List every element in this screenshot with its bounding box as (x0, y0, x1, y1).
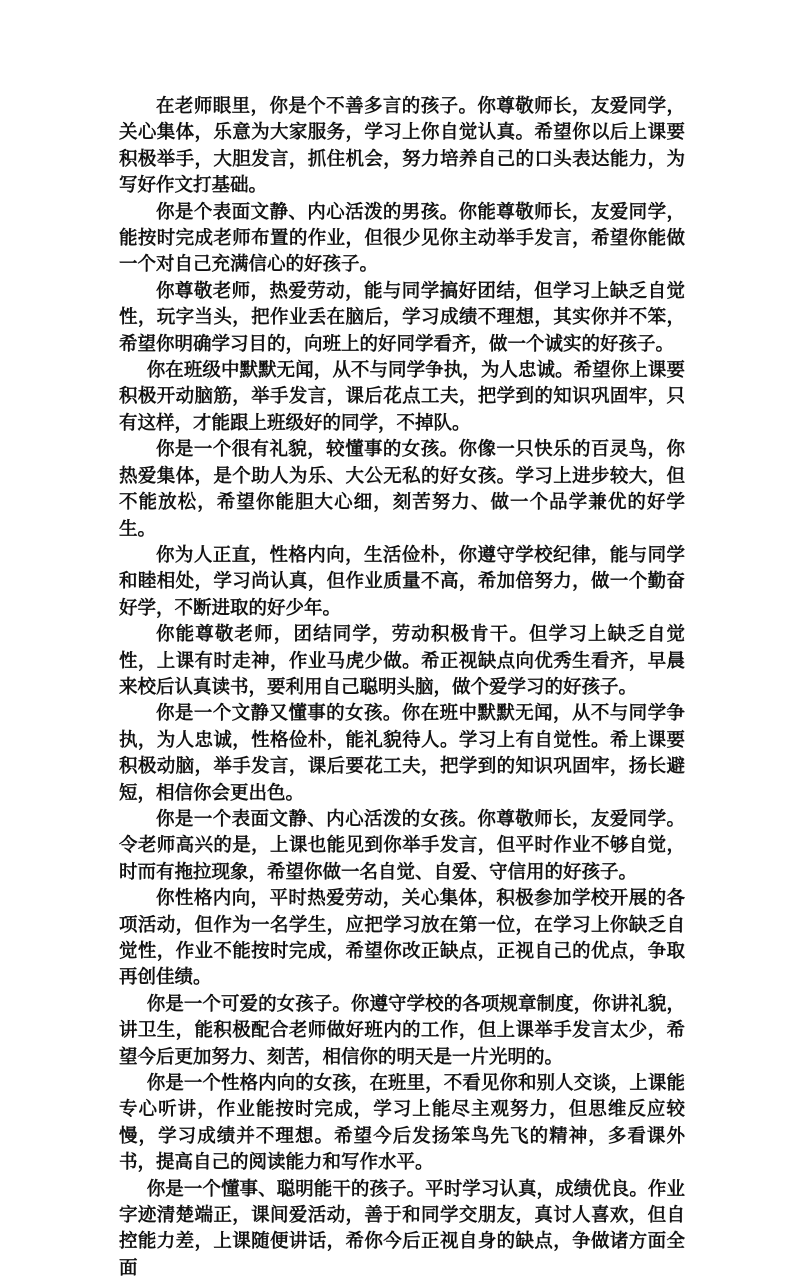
comment-paragraph-2: 你是个表面文静、内心活泼的男孩。你能尊敬师长，友爱同学，能按时完成老师布置的作业，但很少见你主动举手发言，希望你能做一个对自己充满信心的好孩子。 (119, 201, 685, 276)
comment-paragraph-8: 你是一个文静又懂事的女孩。你在班中默默无闻，从不与同学争执，为人忠诚，性格俭朴，能礼貌待人。学习上有自觉性。希上课要积极动脑，举手发言，课后要花工夫，把学到的知识巩固牢，扬长避短，相信你会更出色。 (119, 703, 685, 804)
comment-paragraph-10: 你性格内向，平时热爱劳动，关心集体，积极参加学校开展的各项活动，但作为一名学生，应把学习放在第一位，在学习上你缺乏自觉性，作业不能按时完成，希望你改正缺点，正视自己的优点，争取再创佳绩。 (119, 888, 685, 989)
comment-paragraph-3: 你尊敬老师，热爱劳动，能与同学搞好团结，但学习上缺乏自觉性，玩字当头，把作业丢在脑后，学习成绩不理想，其实你并不笨，希望你明确学习目的，向班上的好同学看齐，做一个诚实的好孩子。 (119, 280, 685, 355)
comment-paragraph-13: 你是一个懂事、聪明能干的孩子。平时学习认真，成绩优良。作业字迹清楚端正，课间爱活动，善于和同学交朋友，真讨人喜欢，但自控能力差，上课随便讲话，希你今后正视自身的缺点，争做诸方面全面 (119, 1178, 685, 1279)
document-page (119, 94, 685, 1282)
comment-paragraph-12: 你是一个性格内向的女孩，在班里，不看见你和别人交谈，上课能专心听讲，作业能按时完成，学习上能尽主观努力，但思维反应较慢，学习成绩并不理想。希望今后发扬笨鸟先飞的精神，多看课外书，提高自己的阅读能力和写作水平。 (119, 1073, 685, 1174)
comment-paragraph-6: 你为人正直，性格内向，生活俭朴，你遵守学校纪律，能与同学和睦相处，学习尚认真，但作业质量不高，希加倍努力，做一个勤奋好学，不断进取的好少年。 (119, 544, 685, 619)
comment-paragraph-11: 你是一个可爱的女孩子。你遵守学校的各项规章制度，你讲礼貌，讲卫生，能积极配合老师做好班内的工作，但上课举手发言太少，希望今后更加努力、刻苦，相信你的明天是一片光明的。 (119, 993, 685, 1068)
comment-paragraph-4: 你在班级中默默无闻，从不与同学争执，为人忠诚。希望你上课要积极开动脑筋，举手发言，课后花点工夫，把学到的知识巩固牢，只有这样，才能跟上班级好的同学，不掉队。 (119, 360, 685, 434)
comment-paragraph-5: 你是一个很有礼貌，较懂事的女孩。你像一只快乐的百灵鸟，你热爱集体，是个助人为乐、大公无私的好女孩。学习上进步较大，但不能放松，希望你能胆大心细，刻苦努力、做一个品学兼优的好学生。 (119, 439, 685, 540)
comment-paragraph-7: 你能尊敬老师，团结同学，劳动积极肯干。但学习上缺乏自觉性，上课有时走神，作业马虎少做。希正视缺点向优秀生看齐，早晨来校后认真读书，要利用自己聪明头脑，做个爱学习的好孩子。 (119, 624, 685, 698)
comment-paragraph-9: 你是一个表面文静、内心活泼的女孩。你尊敬师长，友爱同学。令老师高兴的是，上课也能见到你举手发言，但平时作业不够自觉，时而有拖拉现象，希望你做一名自觉、自爱、守信用的好孩子。 (119, 808, 685, 883)
comment-paragraph-1: 在老师眼里，你是个不善多言的孩子。你尊敬师长，友爱同学，关心集体，乐意为大家服务，学习上你自觉认真。希望你以后上课要积极举手，大胆发言，抓住机会，努力培养自己的口头表达能力，为写好作文打基础。 (119, 96, 685, 197)
